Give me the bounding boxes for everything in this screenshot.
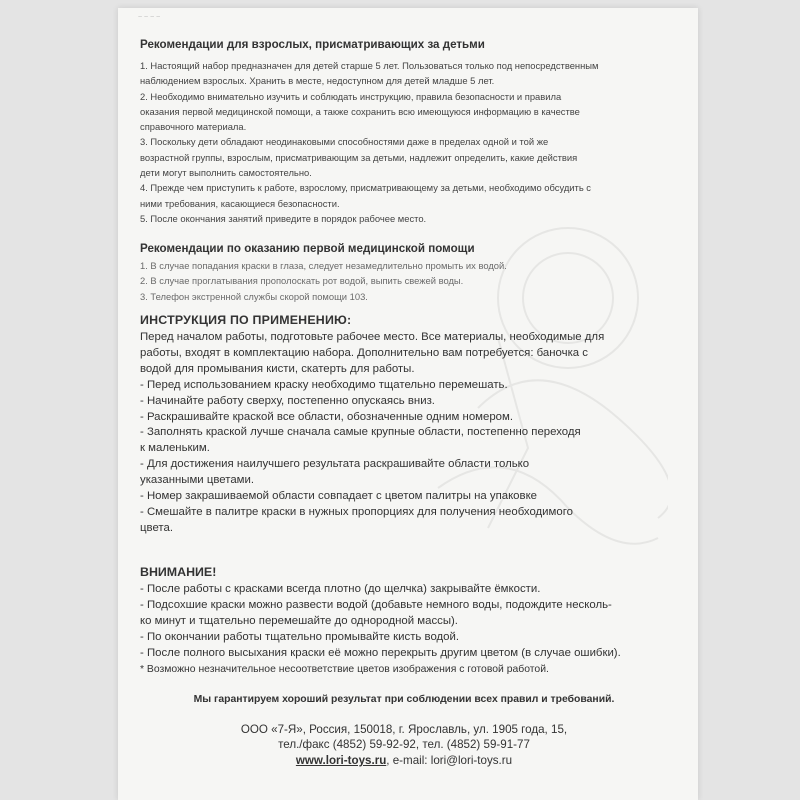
instructions-line: - Начинайте работу сверху, постепенно опускаясь вниз. [140, 394, 435, 407]
adults-line: наблюдением взрослых. Хранить в месте, недоступном для детей младше 5 лет. [140, 75, 495, 87]
instructions-line: указанными цветами. [140, 474, 255, 487]
adults-line: 4. Прежде чем приступить к работе, взрослому, присматривающему за детьми, необходимо обсудить с [140, 182, 591, 194]
company-address: ООО «7-Я», Россия, 150018, г. Ярославль, ул. 1905 года, 15, [240, 723, 568, 736]
section-instructions-title: ИНСТРУКЦИЯ ПО ПРИМЕНЕНИЮ: [140, 313, 352, 327]
section-first-aid [140, 242, 507, 304]
section-adults [140, 38, 598, 226]
instructions-line: - Перед использованием краску необходимо тщательно перемешать. [140, 378, 508, 391]
instructions-line: - Для достижения наилучшего результата раскрашивайте области только [140, 458, 530, 471]
attention-line: - После работы с красками всегда плотно (до щелчка) закрывайте ёмкости. [140, 583, 541, 595]
adults-line: 1. Настоящий набор предназначен для детей старше 5 лет. Пользоваться только под непосредственным [140, 60, 599, 71]
adults-line: дети могут выполнить самостоятельно. [140, 167, 312, 179]
attention-line: - По окончании работы тщательно промывайте кисть водой. [140, 630, 460, 643]
top-mark: ~ ~ ~ ~ [138, 14, 161, 21]
adults-line: 3. Поскольку дети обладают неодинаковыми способностями даже в пределах одной и той же [140, 136, 549, 148]
company-footer [140, 722, 668, 768]
adults-line: 2. Необходимо внимательно изучить и соблюдать инструкцию, правила безопасности и правила [140, 90, 562, 102]
section-first-aid-title: Рекомендации по оказанию первой медицинской помощи [140, 242, 475, 255]
section-adults-title: Рекомендации для взрослых, присматривающих за детьми [140, 38, 485, 51]
instructions-line: - Смешайте в палитре краски в нужных пропорциях для получения необходимого [140, 505, 573, 518]
adults-line: ними требования, касающиеся безопасности. [140, 197, 340, 209]
email-text: , e-mail: lori@lori-toys.ru [386, 753, 513, 767]
attention-line: - Подсохшие краски можно развести водой (добавьте немного воды, подождите несколь- [140, 598, 612, 611]
guarantee-text: Мы гарантируем хороший результат при соблюдении всех правил и требований. [193, 694, 615, 705]
instructions-line: - Заполнять краской лучше сначала самые крупные области, постепенно переходя [140, 426, 581, 439]
company-contacts [140, 753, 668, 768]
instructions-line: цвета. [140, 521, 173, 534]
adults-line: 5. После окончания занятий приведите в порядок рабочее место. [140, 212, 427, 224]
adults-line: возрастной группы, взрослым, присматривающим за детьми, надлежит определить, какие действия [140, 151, 578, 163]
instructions-line: работы, входят в комплектацию набора. Дополнительно вам потребуется: баночка с [140, 346, 588, 359]
website-link[interactable]: www.lori-toys.ru [295, 753, 387, 767]
attention-line: - После полного высыхания краски её можно перекрыть другим цветом (в случае ошибки). [140, 646, 621, 659]
first-aid-line: 3. Телефон экстренной службы скорой помощи 103. [140, 290, 368, 302]
instructions-line: к маленьким. [140, 442, 210, 455]
first-aid-line: 1. В случае попадания краски в глаза, следует незамедлительно промыть их водой. [140, 260, 507, 271]
adults-line: справочного материала. [140, 121, 247, 133]
attention-line: * Возможно незначительное несоответствие цветов изображения с готовой работой. [140, 663, 549, 675]
company-phones: тел./факс (4852) 59-92-92, тел. (4852) 59-91-77 [278, 738, 530, 752]
instructions-line: Перед началом работы, подготовьте рабочее место. Все материалы, необходимые для [140, 331, 605, 343]
section-attention [140, 565, 621, 677]
section-instructions [140, 313, 604, 537]
instruction-sheet [118, 8, 698, 800]
adults-line: оказания первой медицинской помощи, а также сохранить всю имеющуюся информацию в качестве [140, 105, 580, 117]
instructions-line: водой для промывания кисти, скатерть для работы. [140, 362, 415, 375]
attention-line: ко минут и тщательно перемешайте до однородной массы). [140, 614, 458, 627]
instructions-line: - Раскрашивайте краской все области, обозначенные одним номером. [140, 410, 513, 423]
instructions-line: - Номер закрашиваемой области совпадает с цветом палитры на упаковке [140, 490, 538, 503]
section-attention-title: ВНИМАНИЕ! [140, 565, 217, 579]
first-aid-line: 2. В случае проглатывания прополоскать рот водой, выпить свежей воды. [140, 275, 464, 287]
